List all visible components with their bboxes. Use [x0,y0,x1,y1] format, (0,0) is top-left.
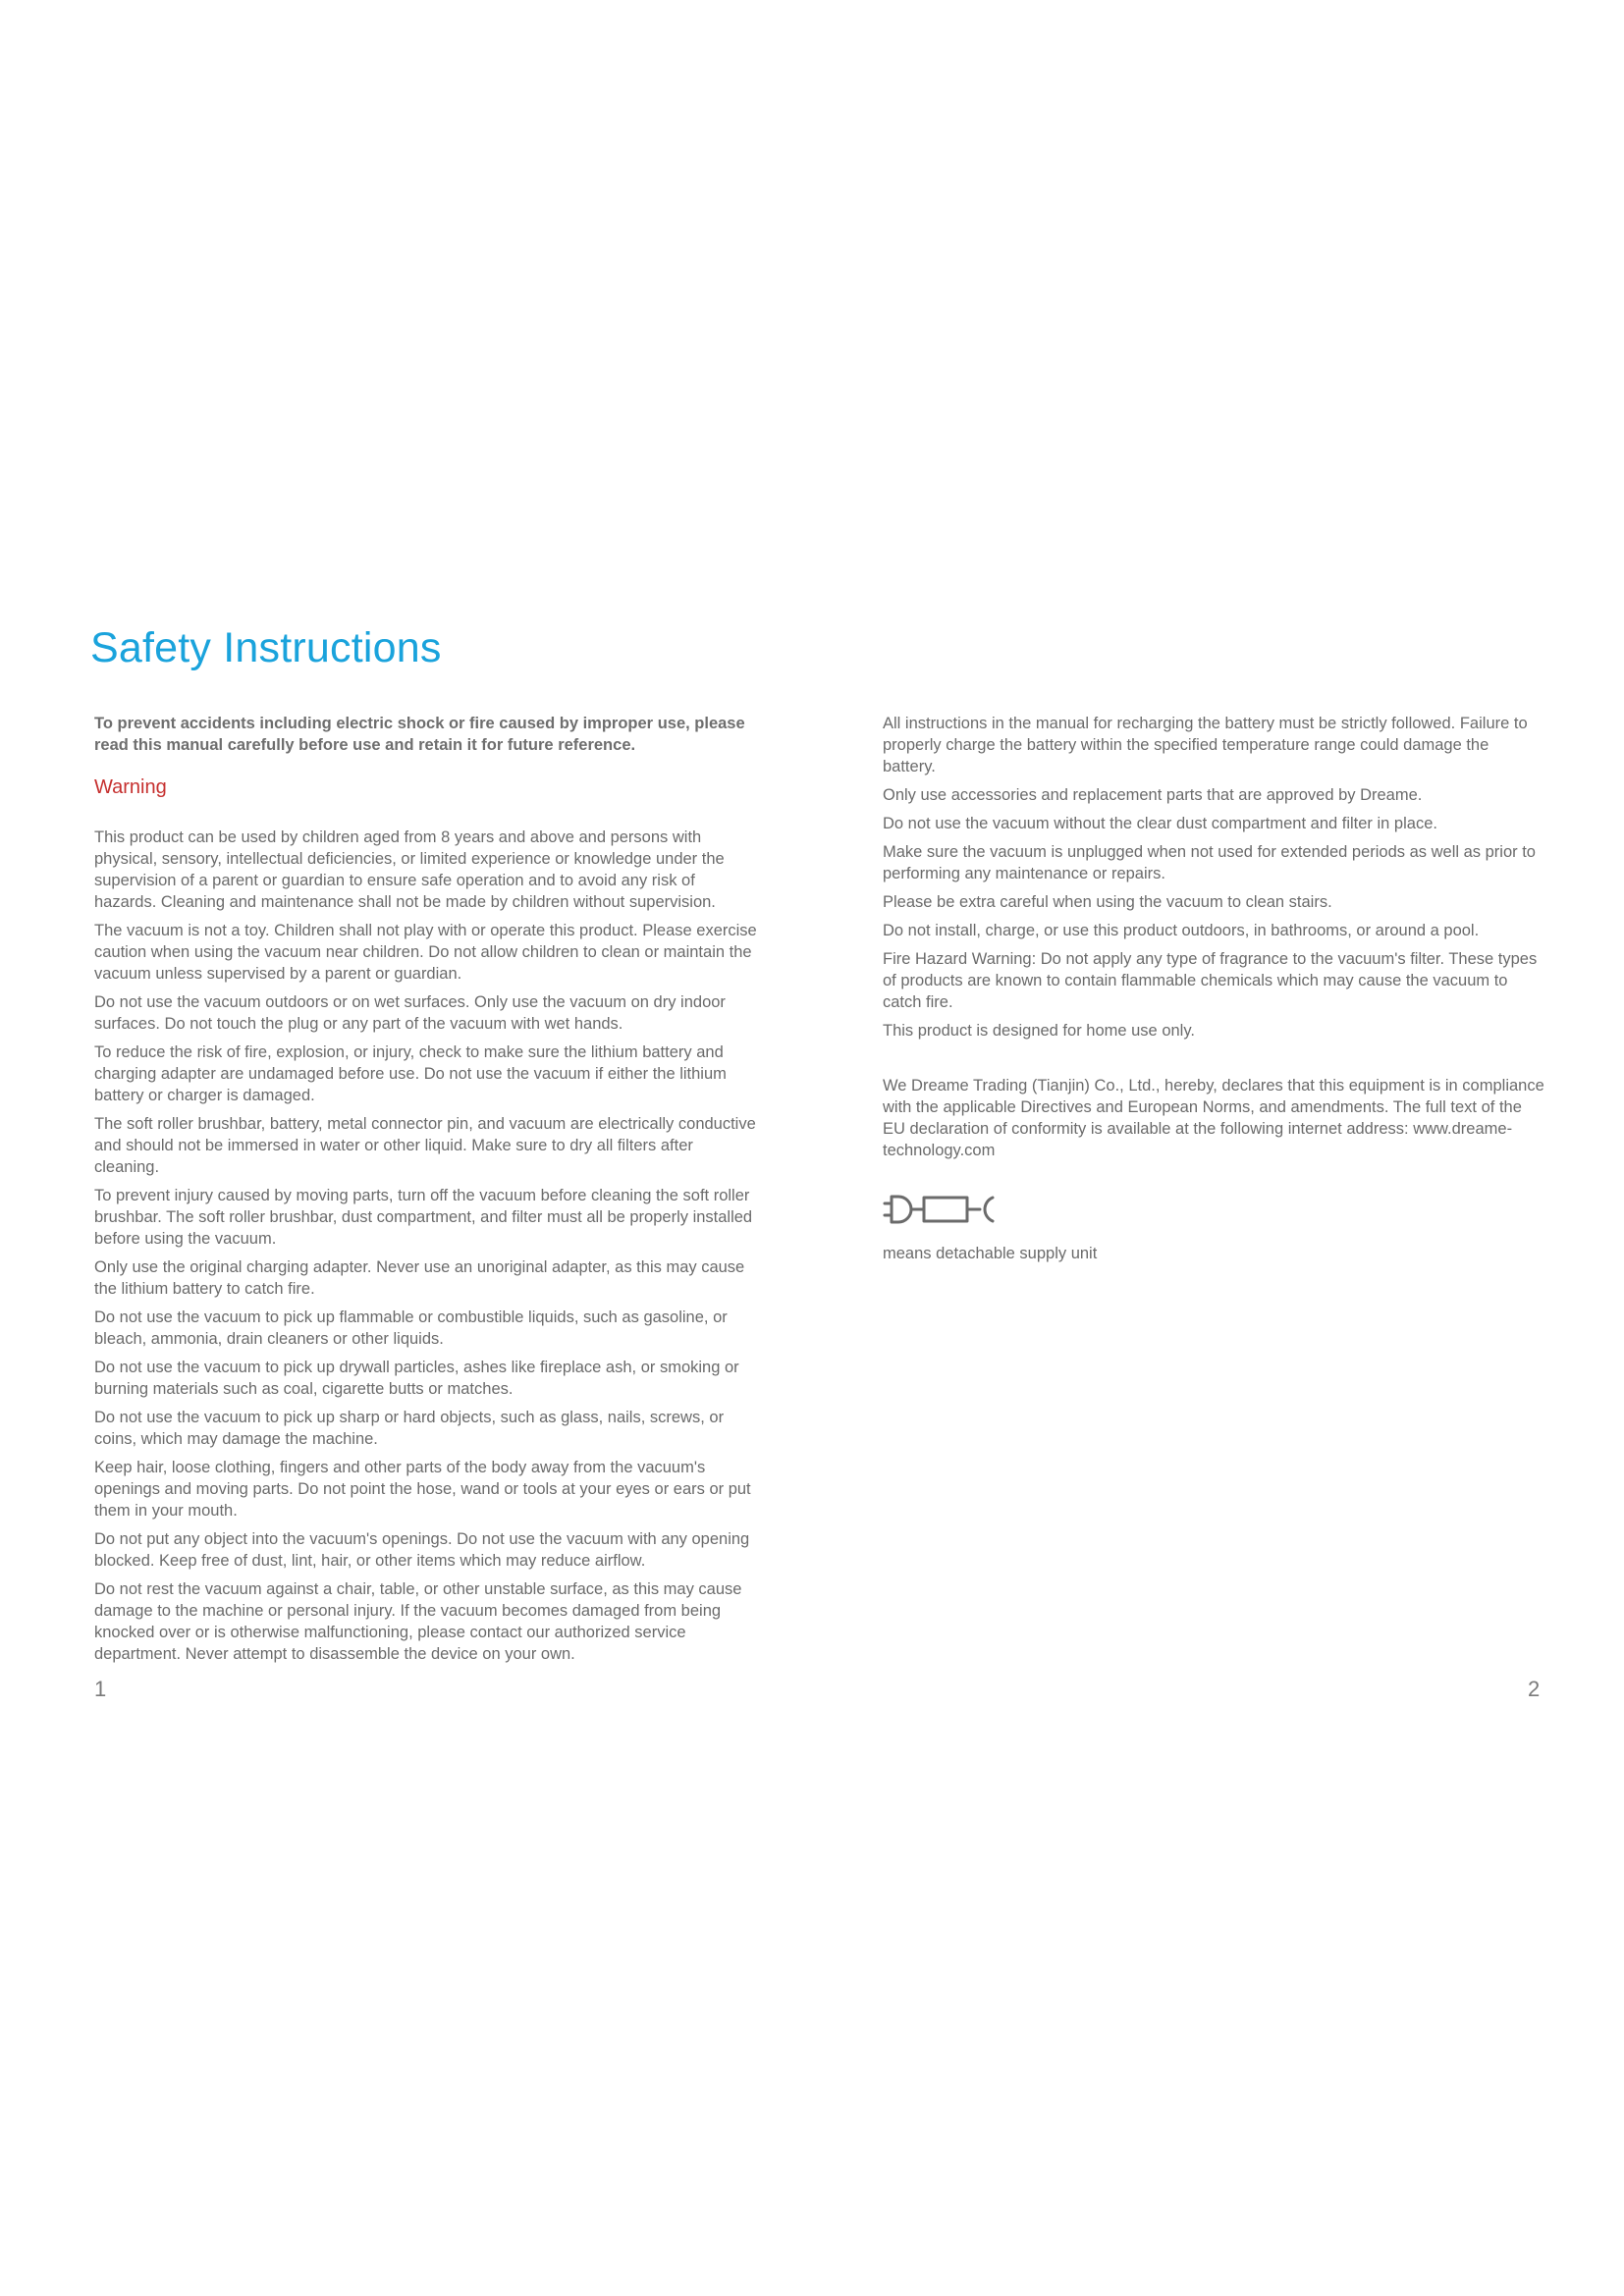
safety-paragraph-3: Do not use the vacuum without the clear dust compartment and filter in place. [883,815,1437,832]
warning-paragraph-11: Keep hair, loose clothing, fingers and other parts of the body away from the vacuum's openings and moving parts. Do not point the hose, wand or tools at your eyes or ears or put them in your mouth. [94,1459,751,1520]
safety-paragraph-7: Fire Hazard Warning: Do not apply any type of fragrance to the vacuum's filter. These types of products are known to contain flammable chemicals which may cause the vacuum to catch fire. [883,950,1538,1011]
left-column [94,713,757,1672]
intro-text: To prevent accidents including electric shock or fire caused by improper use, please read this manual carefully before use and retain it for future reference. [94,715,745,754]
page-number-right: 2 [1528,1677,1541,1701]
safety-paragraph-8: This product is designed for home use only. [883,1022,1195,1040]
safety-paragraph-1: All instructions in the manual for recharging the battery must be strictly followed. Failure to properly charge the battery within the specified temperature range could damage the battery. [883,715,1528,775]
warning-heading: Warning [94,776,167,798]
warning-paragraph-6: To prevent injury caused by moving parts, turn off the vacuum before cleaning the soft roller brushbar. The soft roller brushbar, dust compartment, and filter must all be properly installed before using the vacuum. [94,1187,753,1248]
eu-declaration: We Dreame Trading (Tianjin) Co., Ltd., hereby, declares that this equipment is in compliance with the applicable Directives and European Norms, and amendments. The full text of the EU declaration of conformity is available at the following internet address: www.dreame-technology.com [883,1077,1544,1159]
page-title: Safety Instructions [90,624,442,671]
warning-paragraph-7: Only use the original charging adapter. Never use an unoriginal adapter, as this may cause the lithium battery to catch fire. [94,1258,745,1298]
safety-paragraph-4: Make sure the vacuum is unplugged when not used for extended periods as well as prior to performing any maintenance or repairs. [883,843,1536,882]
warning-paragraph-5: The soft roller brushbar, battery, metal connector pin, and vacuum are electrically conductive and should not be immersed in water or other liquid. Make sure to dry all filters after cleaning. [94,1115,756,1176]
warning-paragraph-10: Do not use the vacuum to pick up sharp or hard objects, such as glass, nails, screws, or coins, which may damage the machine. [94,1409,725,1448]
warning-paragraph-12: Do not put any object into the vacuum's openings. Do not use the vacuum with any opening blocked. Keep free of dust, lint, hair, or other items which may reduce airflow. [94,1530,750,1570]
page-number-left: 1 [94,1677,107,1701]
detachable-supply-unit-icon [883,1190,1002,1229]
warning-paragraph-8: Do not use the vacuum to pick up flammable or combustible liquids, such as gasoline, or bleach, ammonia, drain cleaners or other liquids. [94,1308,728,1348]
warning-paragraph-4: To reduce the risk of fire, explosion, or injury, check to make sure the lithium battery and charging adapter are undamaged before use. Do not use the vacuum if either the lithium battery or charger is damaged. [94,1043,727,1104]
safety-paragraph-2: Only use accessories and replacement parts that are approved by Dreame. [883,786,1423,804]
safety-paragraph-6: Do not install, charge, or use this product outdoors, in bathrooms, or around a pool. [883,922,1480,939]
warning-paragraph-9: Do not use the vacuum to pick up drywall particles, ashes like fireplace ash, or smoking or burning materials such as coal, cigarette butts or matches. [94,1359,739,1398]
safety-paragraph-5: Please be extra careful when using the vacuum to clean stairs. [883,893,1332,911]
warning-paragraph-3: Do not use the vacuum outdoors or on wet surfaces. Only use the vacuum on dry indoor surfaces. Do not touch the plug or any part of the vacuum with wet hands. [94,993,726,1033]
warning-paragraph-13: Do not rest the vacuum against a chair, table, or other unstable surface, as this may cause damage to the machine or personal injury. If the vacuum becomes damaged from being knocked over or is otherwise malfunctioning, please contact our authorized service department. Never attempt to disassemble the device on your own. [94,1580,742,1663]
warning-paragraph-2: The vacuum is not a toy. Children shall not play with or operate this product. Please exercise caution when using the vacuum near children. Do not allow children to clean or maintain the vacuum unless supervised by a parent or guardian. [94,922,757,983]
warning-paragraph-1: This product can be used by children aged from 8 years and above and persons with physical, sensory, intellectual deficiencies, or limited experience or knowledge under the supervision of a parent or guardian to ensure safe operation and to avoid any risk of hazards. Cleaning and maintenance shall not be made by children without supervision. [94,828,725,911]
right-column [883,713,1545,1264]
symbol-caption: means detachable supply unit [883,1245,1098,1262]
